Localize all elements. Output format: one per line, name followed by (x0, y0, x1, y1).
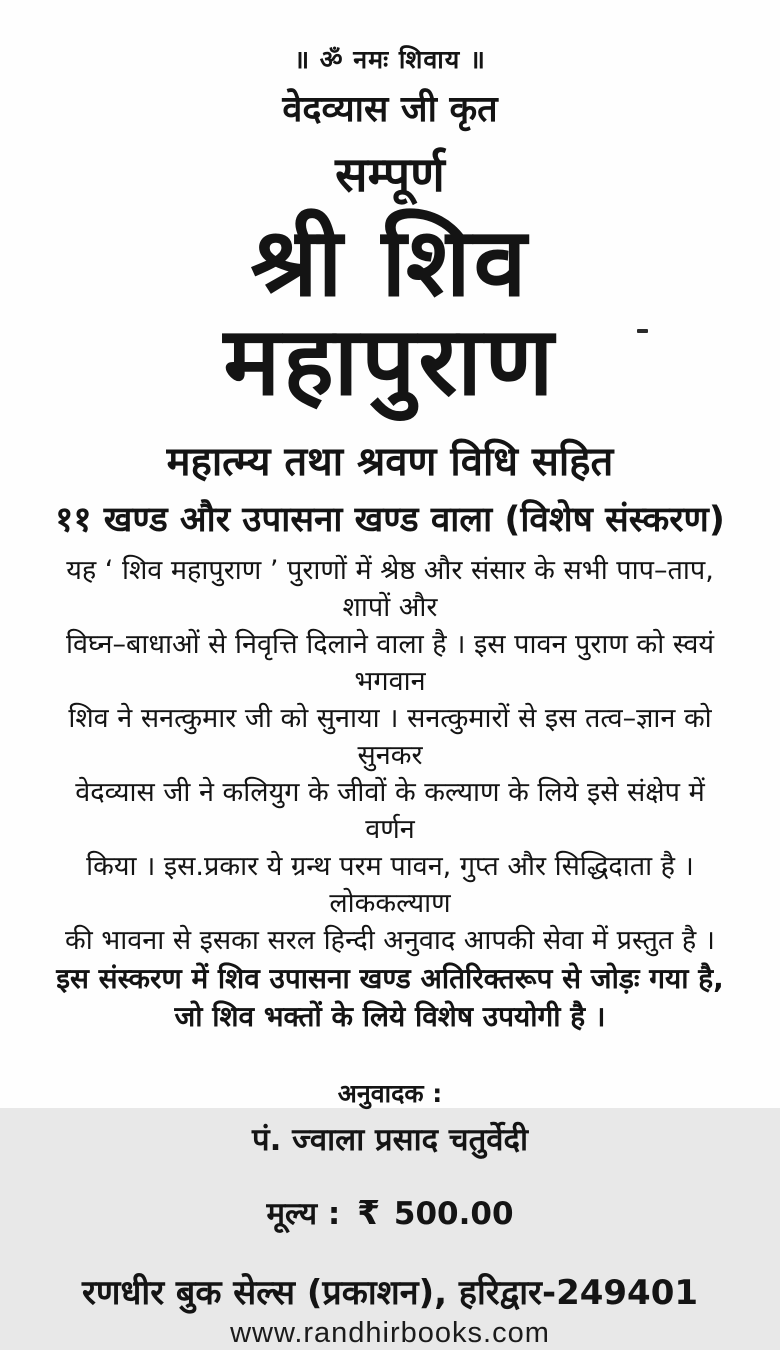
description-paragraph (60, 552, 720, 959)
edition-note: ११ खण्ड और उपासना खण्ड वाला (विशेष संस्करण) (55, 499, 725, 540)
translator-name: पं. ज्वाला प्रसाद चतुर्वेदी (252, 1121, 528, 1158)
description-line: किया । इस.प्रकार ये ग्रन्थ परम पावन, गुप्त और सिद्धिदाता है । लोककल्याण (86, 850, 694, 919)
invocation-mantra: ॥ ॐ नमः शिवाय ॥ (294, 45, 486, 74)
price-label: मूल्य : (266, 1195, 341, 1232)
rupee-symbol: ₹ (357, 1192, 381, 1232)
description-line: की भावना से इसका सरल हिन्दी अनुवाद आपकी सेवा में प्रस्तुत है । (64, 924, 715, 956)
book-title (0, 208, 780, 417)
price-line (0, 1192, 780, 1234)
book-title-line2: महापुराण (223, 306, 557, 417)
scan-artifact-dash (637, 329, 648, 333)
description-line: यह ‘ शिव महापुराण ’ पुराणों में श्रेष्ठ और संसार के सभी पाप–ताप, शापों और (66, 554, 714, 623)
author-credit: वेदव्यास जी कृत (282, 89, 498, 130)
price-amount: 500.00 (393, 1195, 514, 1232)
highlight-line: जो शिव भक्तों के लिये विशेष उपयोगी है । (174, 999, 606, 1033)
completeness-label: सम्पूर्ण (335, 147, 445, 203)
description-line: शिव ने सनत्कुमार जी को सुनाया । सनत्कुमारों से इस तत्व–ज्ञान को सुनकर (68, 702, 712, 771)
edition-highlight-note (50, 960, 730, 1036)
book-title-line1: श्री शिव (250, 208, 530, 318)
highlight-line: इस संस्करण में शिव उपासना खण्ड अतिरिक्तरूप से जोड़ः गया है, (56, 961, 724, 995)
description-line: वेदव्यास जी ने कलियुग के जीवों के कल्याण के लिये इसे संक्षेप में वर्णन (75, 776, 705, 845)
publisher-line: रणधीर बुक सेल्स (प्रकाशन), हरिद्वार-249401 (81, 1272, 699, 1313)
subtitle: महात्म्य तथा श्रवण विधि सहित (166, 438, 614, 485)
description-line: विघ्न–बाधाओं से निवृत्ति दिलाने वाला है । इस पावन पुराण को स्वयं भगवान (66, 628, 714, 697)
website-url: www.randhirbooks.com (230, 1316, 550, 1349)
translator-label: अनुवादक : (337, 1078, 443, 1108)
